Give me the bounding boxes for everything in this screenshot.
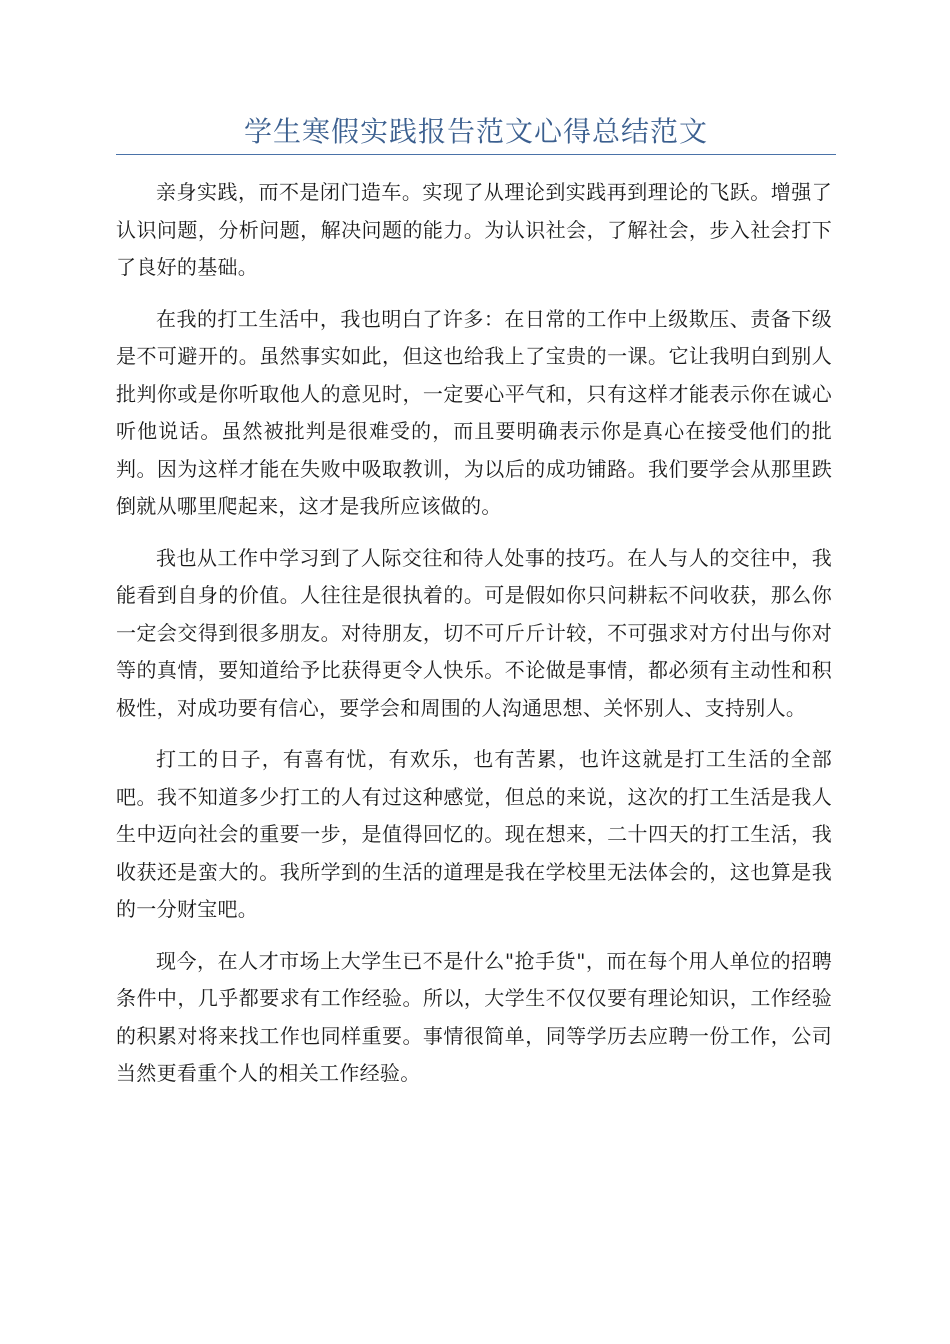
document-title: 学生寒假实践报告范文心得总结范文 <box>243 115 708 148</box>
paragraph: 在我的打工生活中，我也明白了许多：在日常的工作中上级欺压、责备下级是不可避开的。虽然事实如此，但这也给我上了宝贵的一课。它让我明白到别人批判你或是你听取他人的意见时，一定要心平气和，只有这样才能表示你在诚心听他说话。虽然被批判是很难受的，而且要明确表示你是真心在接受他们的批判。因为这样才能在失败中吸取教训，为以后的成功铺路。我们要学会从那里跌倒就从哪里爬起来，这才是我所应该做的。 <box>116 306 832 518</box>
title-underline <box>116 154 836 155</box>
document-body <box>116 174 832 1107</box>
paragraph: 我也从工作中学习到了人际交往和待人处事的技巧。在人与人的交往中，我能看到自身的价值。人往往是很执着的。可是假如你只问耕耘不问收获，那么你一定会交得到很多朋友。对待朋友，切不可斤斤计较，不可强求对方付出与你对等的真情，要知道给予比获得更令人快乐。不论做是事情，都必须有主动性和积极性，对成功要有信心，要学会和周围的人沟通思想、关怀别人、支持别人。 <box>116 545 832 720</box>
paragraph: 打工的日子，有喜有忧，有欢乐，也有苦累，也许这就是打工生活的全部吧。我不知道多少打工的人有过这种感觉，但总的来说，这次的打工生活是我人生中迈向社会的重要一步，是值得回忆的。现在想来，二十四天的打工生活，我收获还是蛮大的。我所学到的生活的道理是我在学校里无法体会的，这也算是我的一分财宝吧。 <box>116 747 832 921</box>
paragraph: 现今，在人才市场上大学生已不是什么"抢手货"，而在每个用人单位的招聘条件中，几乎都要求有工作经验。所以，大学生不仅仅要有理论知识，工作经验的积累对将来找工作也同样重要。事情很简单，同等学历去应聘一份工作，公司当然更看重个人的相关工作经验。 <box>116 948 832 1085</box>
paragraph: 亲身实践，而不是闭门造车。实现了从理论到实践再到理论的飞跃。增强了认识问题，分析问题，解决问题的能力。为认识社会，了解社会，步入社会打下了良好的基础。 <box>116 180 832 279</box>
title-block <box>116 112 836 152</box>
